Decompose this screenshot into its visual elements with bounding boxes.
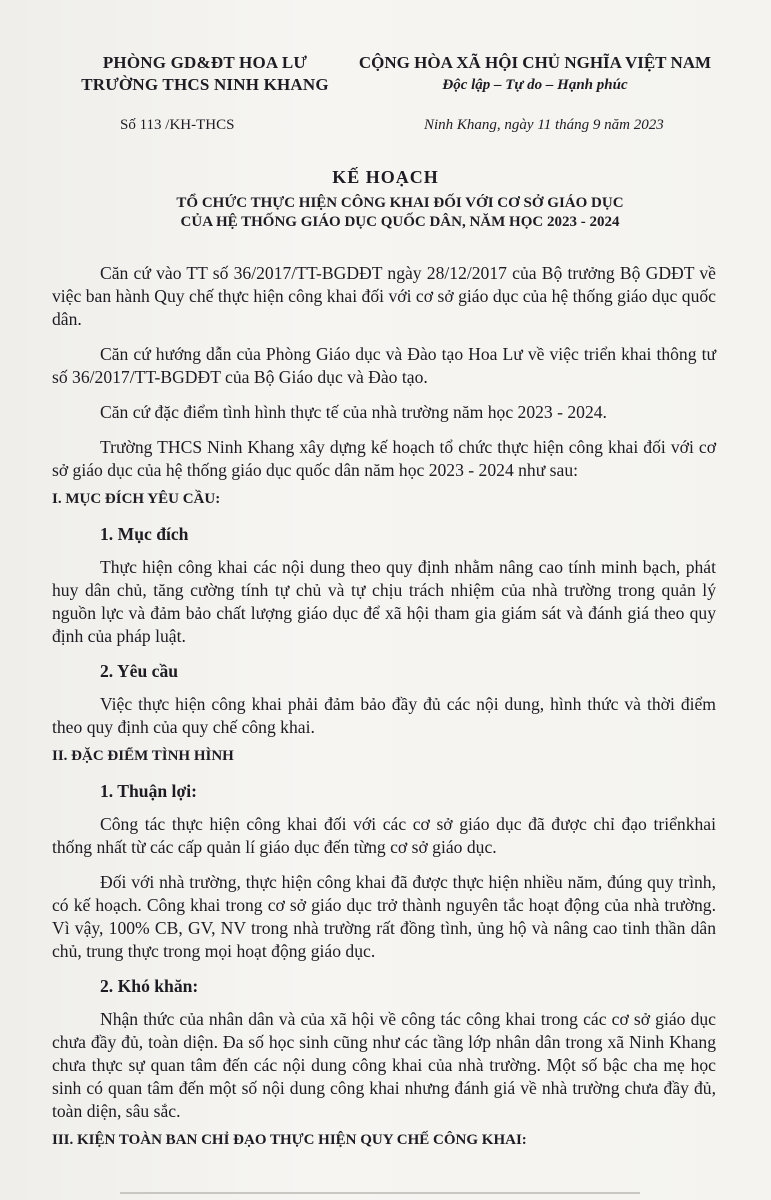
- subtitle-line-1: TỔ CHỨC THỰC HIỆN CÔNG KHAI ĐỐI VỚI CƠ SỞ GIÁO DỤC: [176, 195, 624, 211]
- national-motto: Độc lập – Tự do – Hạnh phúc: [442, 77, 628, 93]
- issuer-department: PHÒNG GD&ĐT HOA LƯ: [102, 53, 308, 72]
- national-motto-block: [335, 52, 735, 96]
- paragraph-legal-basis-2: Căn cứ hướng dẫn của Phòng Giáo dục và Đào tạo Hoa Lư về việc triển khai thông tư số 36/2017/TT-BGDĐT của Bộ Giáo dục và Đào tạo.: [52, 344, 716, 387]
- subtitle-line-2: CỦA HỆ THỐNG GIÁO DỤC QUỐC DÂN, NĂM HỌC 2023 - 2024: [180, 214, 620, 230]
- document-number: Số 113 /KH-THCS: [120, 117, 235, 133]
- page-bottom-edge: [120, 1192, 640, 1194]
- paragraph-advantages-2: Đối với nhà trường, thực hiện công khai đã được thực hiện nhiều năm, đúng quy trình, có kế hoạch. Công khai trong cơ sở giáo dục trở thành nguyên tắc hoạt động của nhà trường. Vì vậy, 100% CB, GV, NV trong nhà trường rất đồng tình, ủng hộ và nâng cao tinh thần dân chủ, trung thực trong mọi hoạt động giáo dục.: [52, 872, 716, 961]
- section-heading-3: III. KIỆN TOÀN BAN CHỈ ĐẠO THỰC HIỆN QUY CHẾ CÔNG KHAI:: [52, 1132, 527, 1148]
- document-body: [52, 262, 716, 1164]
- paragraph-intro: Trường THCS Ninh Khang xây dựng kế hoạch tổ chức thực hiện công khai đối với cơ sở giáo dục của hệ thống giáo dục quốc dân năm học 2023 - 2024 như sau:: [52, 437, 716, 480]
- paragraph-advantages-1: Công tác thực hiện công khai đối với các cơ sở giáo dục đã được chỉ đạo triểnkhai thống nhất từ các cấp quản lí giáo dục đến từng cơ sở giáo dục.: [52, 814, 716, 857]
- subsection-heading-difficulties: 2. Khó khăn:: [100, 976, 199, 996]
- paragraph-difficulties: Nhận thức của nhân dân và của xã hội về công tác công khai trong các cơ sở giáo dục chưa đầy đủ, toàn diện. Đa số học sinh cũng như các tầng lớp nhân dân trong xã Ninh Khang chưa thực sự quan tâm đến các nội dung công khai của nhà trường. Một số bậc cha mẹ học sinh có quan tâm đến một số nội dung công khai nhưng đánh giá về nhà trường chưa đầy đủ, toàn diện, sâu sắc.: [52, 1009, 716, 1121]
- subsection-heading-advantages: 1. Thuận lợi:: [100, 781, 197, 801]
- paragraph-legal-basis-3: Căn cứ đặc điểm tình hình thực tế của nhà trường năm học 2023 - 2024.: [100, 402, 607, 422]
- issuer-block: [60, 52, 350, 96]
- section-heading-2: II. ĐẶC ĐIỂM TÌNH HÌNH: [52, 748, 234, 764]
- paragraph-requirements: Việc thực hiện công khai phải đảm bảo đầy đủ các nội dung, hình thức và thời điểm theo quy định của quy chế công khai.: [52, 694, 716, 737]
- document-date: Ninh Khang, ngày 11 tháng 9 năm 2023: [424, 117, 664, 133]
- section-heading-1: I. MỤC ĐÍCH YÊU CẦU:: [52, 491, 221, 507]
- paragraph-legal-basis-1: Căn cứ vào TT số 36/2017/TT-BGDĐT ngày 28/12/2017 của Bộ trưởng Bộ GDĐT về việc ban hành Quy chế thực hiện công khai đối với cơ sở giáo dục của hệ thống giáo dục quốc dân.: [52, 263, 716, 329]
- document-subtitle: [60, 194, 740, 232]
- national-title: CỘNG HÒA XÃ HỘI CHỦ NGHĨA VIỆT NAM: [358, 53, 712, 72]
- issuer-school: TRƯỜNG THCS NINH KHANG: [81, 75, 329, 94]
- subsection-heading-requirements: 2. Yêu cầu: [100, 661, 179, 681]
- document-title: KẾ HOẠCH: [332, 167, 439, 187]
- paragraph-purpose: Thực hiện công khai các nội dung theo quy định nhằm nâng cao tính minh bạch, phát huy dân chủ, tăng cường tính tự chủ và tự chịu trách nhiệm của nhà trường trong quản lý nguồn lực và đảm bảo chất lượng giáo dục để xã hội tham gia giám sát và đánh giá theo quy định của pháp luật.: [52, 557, 716, 646]
- subsection-heading-purpose: 1. Mục đích: [100, 524, 189, 544]
